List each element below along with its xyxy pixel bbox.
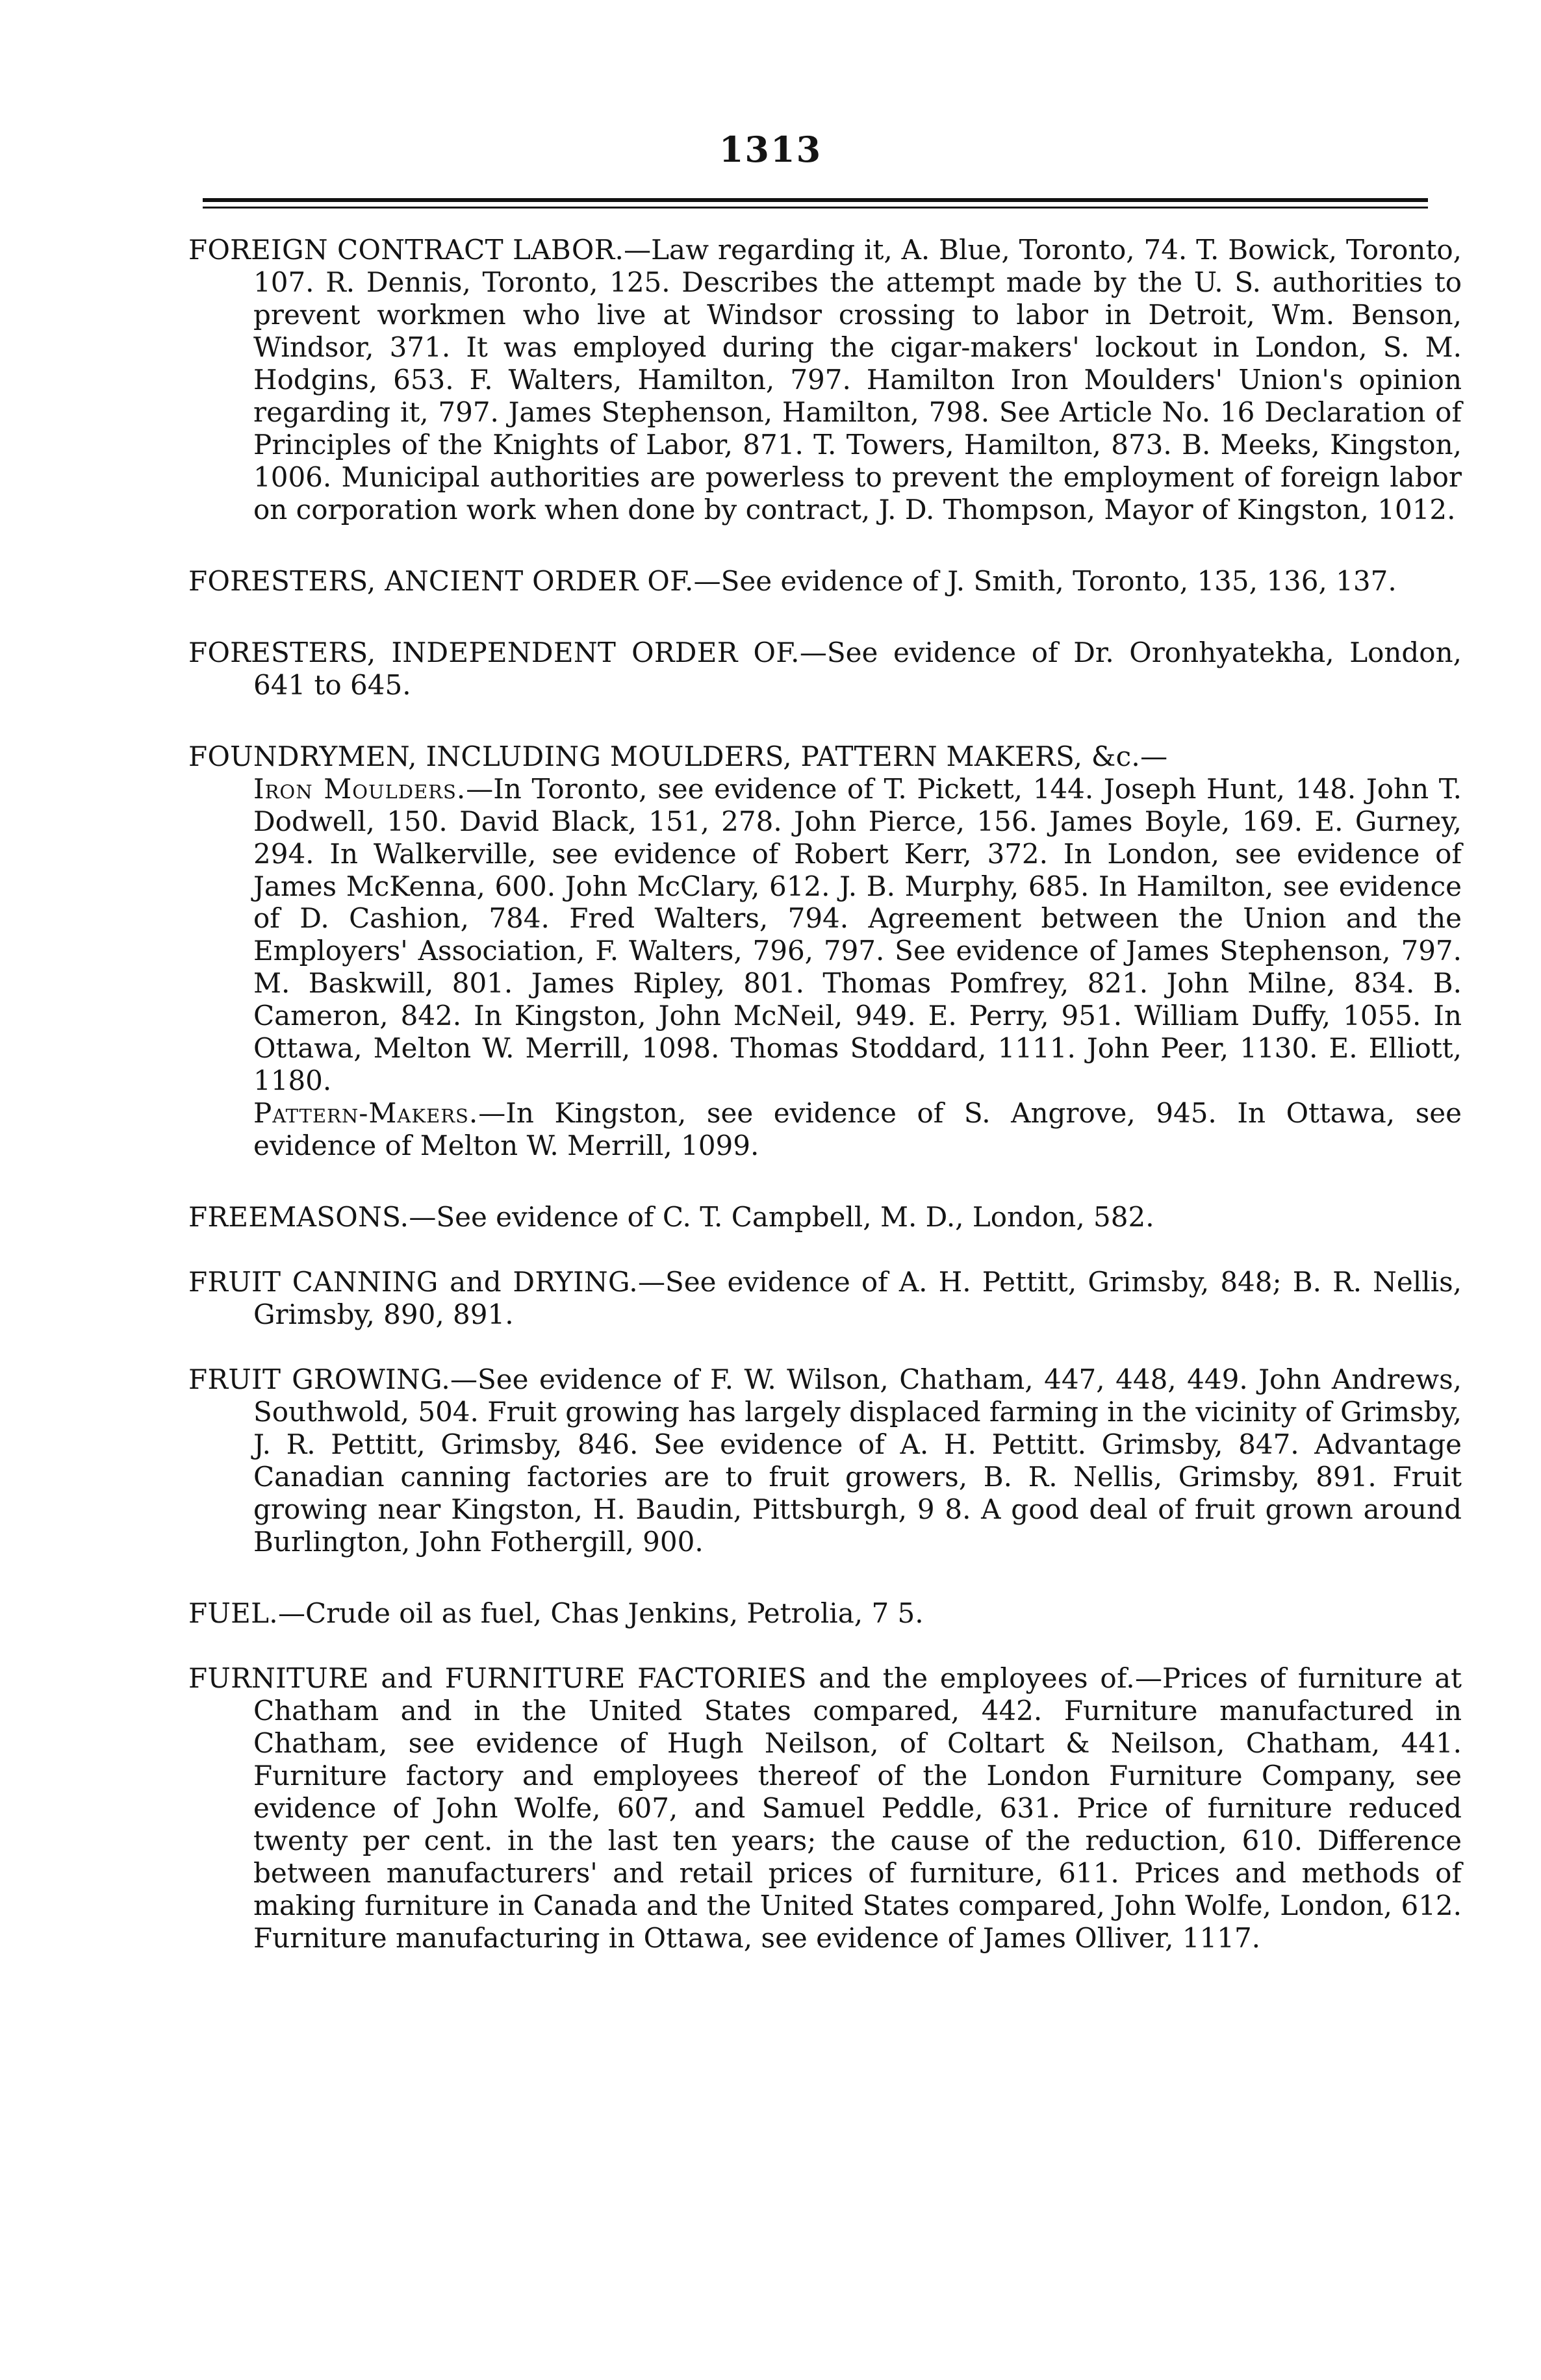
entry-heading: FURNITURE and FURNITURE FACTORIES and the employees of.: [188, 1662, 1135, 1694]
sub-entry-label: Iron Moulders.: [253, 772, 466, 805]
entry-heading: FUEL.: [188, 1597, 278, 1629]
index-body: [188, 234, 1462, 1955]
entry-text: —See evidence of A. H. Pettitt, Grimsby, 848; B. R. Nellis, Grimsby, 890, 891.: [253, 1266, 1462, 1331]
entry-heading: FOREIGN CONTRACT LABOR.: [188, 234, 624, 266]
index-entry-furniture: [188, 1662, 1462, 1955]
entry-heading: FORESTERS, ANCIENT ORDER OF.: [188, 564, 694, 597]
entry-heading: FORESTERS, INDEPENDENT ORDER OF.: [188, 636, 800, 668]
index-entry-foundrymen: [188, 741, 1462, 773]
header-rule-thin: [203, 207, 1428, 209]
header-rule-thick: [203, 198, 1428, 202]
index-entry-fuel: [188, 1597, 1462, 1630]
index-entry-fruit-canning: [188, 1266, 1462, 1331]
index-entry-fruit-growing: [188, 1363, 1462, 1558]
entry-heading: FREEMASONS.: [188, 1201, 409, 1234]
sub-entry-pattern-makers: [188, 1097, 1462, 1162]
entry-heading: FOUNDRYMEN, INCLUDING MOULDERS, PATTERN MAKERS, &c.: [188, 740, 1141, 772]
page-number: 1313: [719, 129, 822, 170]
index-entry-foreign-contract-labor: [188, 234, 1462, 526]
sub-entry-text: —In Toronto, see evidence of T. Pickett, 144. Joseph Hunt, 148. John T. Dodwell, 150. David Black, 151, 278. John Pierce, 156. James Boyle, 169. E. Gurney, 294. In Walkerville, see evidence of Robert Kerr, 372. In London, see evidence of James McKenna, 600. John McClary, 612. J. B. Murphy, 685. In Hamilton, see evidence of D. Cashion, 784. Fred Walters, 794. Agreement between the Union and the Employers' Association, F. Walters, 796, 797. See evidence of James Stephenson, 797. M. Baskwill, 801. James Ripley, 801. Thomas Pomfrey, 821. John Milne, 834. B. Cameron, 842. In Kingston, John McNeil, 949. E. Perry, 951. William Duffy, 1055. In Ottawa, Melton W. Merrill, 1098. Thomas Stoddard, 1111. John Peer, 1130. E. Elliott, 1180.: [253, 772, 1462, 1097]
entry-text: —Crude oil as fuel, Chas Jenkins, Petrolia, 7 5.: [277, 1597, 924, 1629]
entry-heading: FRUIT GROWING.: [188, 1363, 450, 1396]
sub-entry-text: —In Kingston, see evidence of S. Angrove, 945. In Ottawa, see evidence of Melton W. Merrill, 1099.: [253, 1097, 1462, 1162]
entry-heading: FRUIT CANNING and DRYING.: [188, 1266, 638, 1298]
entry-text: —See evidence of J. Smith, Toronto, 135, 136, 137.: [693, 564, 1397, 597]
entry-text: —See evidence of F. W. Wilson, Chatham, 447, 448, 449. John Andrews, Southwold, 504. Fruit growing has largely displaced farming in the vicinity of Grimsby, J. R. Pettitt, Grimsby, 846. See evidence of A. H. Pettitt. Grimsby, 847. Advantage Canadian canning factories are to fruit growers, B. R. Nellis, Grimsby, 891. Fruit growing near Kingston, H. Baudin, Pittsburgh, 9 8. A good deal of fruit grown around Burlington, John Fothergill, 900.: [253, 1363, 1462, 1558]
entry-text: —: [1140, 740, 1168, 772]
entry-text: —Law regarding it, A. Blue, Toronto, 74. T. Bowick, Toronto, 107. R. Dennis, Toronto, 125. Describes the attempt made by the U. S. authorities to prevent workmen who live at Windsor crossing to labor in Detroit, Wm. Benson, Windsor, 371. It was employed during the cigar-makers' lockout in London, S. M. Hodgins, 653. F. Walters, Hamilton, 797. Hamilton Iron Moulders' Union's opinion regarding it, 797. James Stephenson, Hamilton, 798. See Article No. 16 Declaration of Principles of the Knights of Labor, 871. T. Towers, Hamilton, 873. B. Meeks, Kingston, 1006. Municipal authorities are powerless to prevent the employment of foreign labor on corporation work when done by contract, J. D. Thompson, Mayor of Kingston, 1012.: [253, 234, 1462, 525]
index-entry-freemasons: [188, 1201, 1462, 1234]
entry-text: —See evidence of C. T. Campbell, M. D., London, 582.: [409, 1201, 1154, 1234]
entry-text: —Prices of furniture at Chatham and in the United States compared, 442. Furniture manufactured in Chatham, see evidence of Hugh Neilson, of Coltart & Neilson, Chatham, 441. Furniture factory and employees thereof of the London Furniture Company, see evidence of John Wolfe, 607, and Samuel Peddle, 631. Price of furniture reduced twenty per cent. in the last ten years; the cause of the reduction, 610. Difference between manufacturers' and retail prices of furniture, 611. Prices and methods of making furniture in Canada and the United States compared, John Wolfe, London, 612. Furniture manufacturing in Ottawa, see evidence of James Olliver, 1117.: [253, 1662, 1462, 1954]
index-entry-foresters-independent: [188, 637, 1462, 702]
index-entry-foresters-ancient: [188, 565, 1462, 598]
sub-entry-iron-moulders: [188, 773, 1462, 1098]
entry-text: —See evidence of Dr. Oronhyatekha, London, 641 to 645.: [253, 636, 1462, 701]
sub-entry-label: Pattern-Makers.: [253, 1097, 479, 1130]
